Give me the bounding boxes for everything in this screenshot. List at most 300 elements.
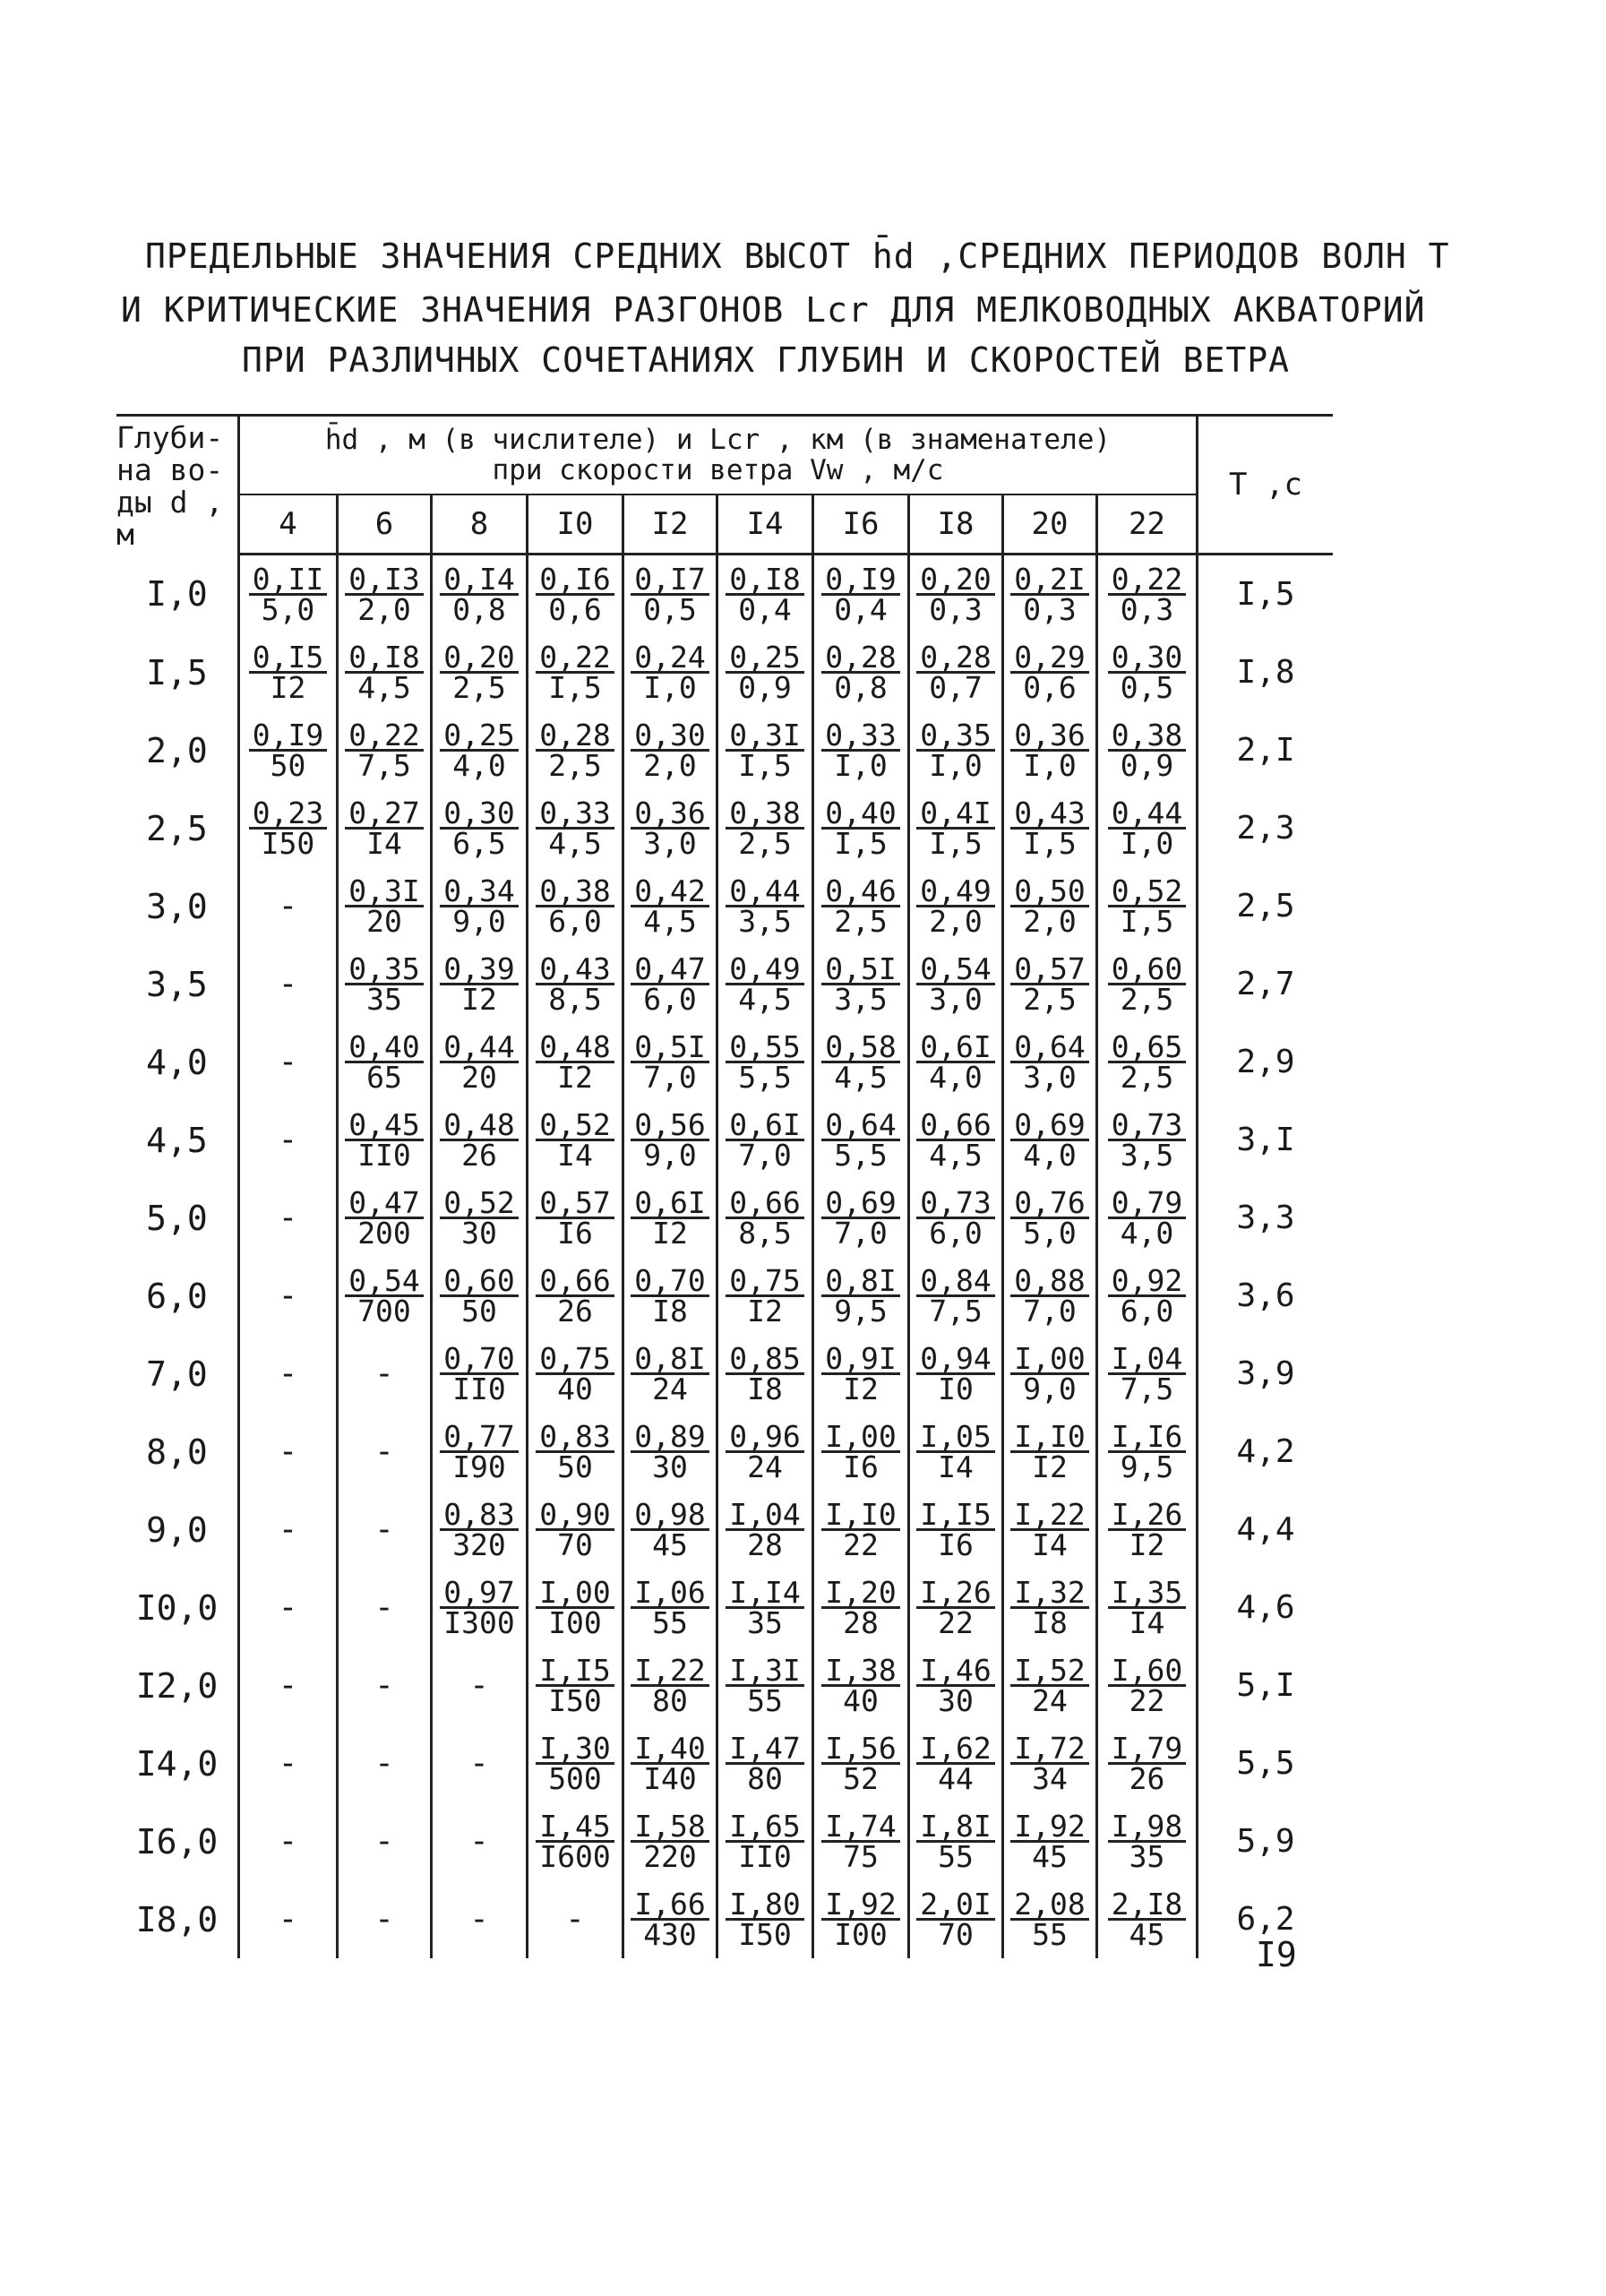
fraction-cell bbox=[623, 867, 717, 945]
fraction-cell bbox=[432, 867, 528, 945]
wave-height: 0,28 bbox=[821, 643, 899, 674]
wave-height: I,I4 bbox=[726, 1578, 803, 1609]
wave-height: I,05 bbox=[916, 1423, 994, 1453]
fraction-cell bbox=[1003, 1023, 1097, 1101]
critical-fetch: 22 bbox=[1129, 1683, 1165, 1718]
fraction-cell bbox=[1003, 1569, 1097, 1647]
wave-height: 0,85 bbox=[726, 1345, 803, 1375]
table-row bbox=[116, 1413, 1333, 1491]
wave-height: 0,76 bbox=[1010, 1189, 1088, 1219]
fraction-cell bbox=[1097, 555, 1198, 634]
fraction bbox=[726, 1029, 803, 1095]
fraction-cell bbox=[623, 1880, 717, 1958]
critical-fetch: 0,8 bbox=[452, 592, 506, 627]
critical-fetch: 24 bbox=[747, 1449, 783, 1484]
wave-height: I,92 bbox=[821, 1890, 899, 1921]
critical-fetch: 4,5 bbox=[929, 1138, 983, 1173]
critical-fetch: 20 bbox=[461, 1060, 497, 1095]
critical-fetch: 2,5 bbox=[834, 904, 888, 939]
fraction-cell bbox=[717, 1647, 813, 1724]
critical-fetch: 7,0 bbox=[643, 1060, 697, 1095]
fraction bbox=[1108, 1185, 1186, 1251]
fraction bbox=[536, 1809, 614, 1874]
fraction-cell bbox=[432, 789, 528, 867]
fraction bbox=[726, 951, 803, 1017]
depth-value: I0,0 bbox=[135, 1587, 219, 1628]
fraction bbox=[345, 640, 423, 705]
period-value: 2,3 bbox=[1236, 810, 1295, 847]
depth-value: 4,0 bbox=[146, 1042, 208, 1082]
fraction-cell bbox=[528, 1724, 623, 1802]
fraction bbox=[916, 1029, 994, 1095]
wave-height: I,79 bbox=[1108, 1734, 1186, 1765]
wave-height: I,04 bbox=[726, 1501, 803, 1531]
wave-height: 0,55 bbox=[726, 1033, 803, 1063]
fraction bbox=[440, 1107, 518, 1173]
empty-cell bbox=[432, 1647, 528, 1724]
dash: - bbox=[278, 1277, 298, 1314]
fraction bbox=[536, 1263, 614, 1329]
wave-height: I,00 bbox=[1010, 1345, 1088, 1375]
critical-fetch: 0,6 bbox=[548, 592, 602, 627]
fraction bbox=[726, 1887, 803, 1952]
fraction bbox=[1108, 951, 1186, 1017]
fraction bbox=[345, 1107, 423, 1173]
critical-fetch: 40 bbox=[843, 1683, 879, 1718]
fraction-cell bbox=[528, 867, 623, 945]
page-number: I9 bbox=[1256, 1935, 1297, 1974]
wave-height: I,I5 bbox=[536, 1656, 614, 1687]
critical-fetch: I300 bbox=[443, 1605, 515, 1640]
critical-fetch: I8 bbox=[747, 1372, 783, 1406]
fraction bbox=[916, 873, 994, 939]
fraction bbox=[821, 640, 899, 705]
fraction bbox=[821, 1653, 899, 1718]
fraction-cell bbox=[909, 1257, 1003, 1335]
fraction-cell bbox=[813, 1413, 909, 1491]
fraction bbox=[440, 1185, 518, 1251]
wave-height: 2,0I bbox=[916, 1890, 994, 1921]
wave-height: I,22 bbox=[1010, 1501, 1088, 1531]
critical-fetch: I600 bbox=[539, 1839, 611, 1874]
fraction bbox=[345, 795, 423, 861]
critical-fetch: I2 bbox=[270, 670, 306, 705]
fraction bbox=[631, 1731, 709, 1796]
wave-height: 0,20 bbox=[440, 643, 518, 674]
critical-fetch: I50 bbox=[738, 1917, 792, 1952]
empty-cell bbox=[338, 1802, 432, 1880]
fraction bbox=[821, 873, 899, 939]
fraction-cell bbox=[813, 1880, 909, 1958]
table-row bbox=[116, 1335, 1333, 1413]
fraction-cell bbox=[717, 711, 813, 789]
wave-height: I,47 bbox=[726, 1734, 803, 1765]
fraction bbox=[440, 640, 518, 705]
table-body bbox=[116, 555, 1333, 1959]
table-row bbox=[116, 1491, 1333, 1569]
speed-header: 22 bbox=[1097, 494, 1198, 555]
critical-fetch: 45 bbox=[652, 1527, 688, 1562]
critical-fetch: 2,5 bbox=[1120, 1060, 1174, 1095]
critical-fetch: 3,0 bbox=[1023, 1060, 1077, 1095]
speed-header: I6 bbox=[813, 494, 909, 555]
critical-fetch: I4 bbox=[366, 826, 402, 861]
critical-fetch: I40 bbox=[643, 1761, 697, 1796]
fraction-cell bbox=[623, 711, 717, 789]
critical-fetch: 9,0 bbox=[643, 1138, 697, 1173]
wave-height: 0,96 bbox=[726, 1423, 803, 1453]
critical-fetch: I6 bbox=[557, 1216, 593, 1251]
fraction-cell bbox=[813, 633, 909, 711]
wave-height: 0,48 bbox=[440, 1111, 518, 1141]
period-value: I,8 bbox=[1236, 654, 1295, 691]
wave-height: 0,22 bbox=[1108, 565, 1186, 596]
wave-height: 0,73 bbox=[916, 1189, 994, 1219]
fraction-cell bbox=[1003, 1802, 1097, 1880]
fraction-cell bbox=[1097, 633, 1198, 711]
period-value: 4,4 bbox=[1236, 1511, 1295, 1548]
critical-fetch: 6,0 bbox=[1120, 1294, 1174, 1329]
fraction bbox=[821, 951, 899, 1017]
wave-height: 0,6I bbox=[631, 1189, 709, 1219]
fraction bbox=[821, 1419, 899, 1484]
fraction-cell bbox=[239, 789, 338, 867]
wave-height: I,98 bbox=[1108, 1812, 1186, 1843]
critical-fetch: 9,0 bbox=[1023, 1372, 1077, 1406]
table-row bbox=[116, 1179, 1333, 1257]
speed-header: I8 bbox=[909, 494, 1003, 555]
fraction bbox=[1010, 562, 1088, 627]
critical-fetch: 35 bbox=[747, 1605, 783, 1640]
dash: - bbox=[278, 1511, 298, 1548]
depth-value: 2,0 bbox=[146, 730, 208, 770]
wave-height: I,04 bbox=[1108, 1345, 1186, 1375]
critical-fetch: 6,0 bbox=[929, 1216, 983, 1251]
depth-value: 6,0 bbox=[146, 1276, 208, 1316]
fraction bbox=[1010, 1185, 1088, 1251]
wave-height: 0,69 bbox=[1010, 1111, 1088, 1141]
speed-header: 6 bbox=[338, 494, 432, 555]
fraction bbox=[440, 1263, 518, 1329]
fraction-cell bbox=[432, 1257, 528, 1335]
fraction bbox=[726, 640, 803, 705]
fraction-cell bbox=[623, 789, 717, 867]
fraction bbox=[726, 1575, 803, 1640]
critical-fetch: 320 bbox=[452, 1527, 506, 1562]
fraction bbox=[916, 1731, 994, 1796]
wave-height: 0,I9 bbox=[821, 565, 899, 596]
wave-height: 0,56 bbox=[631, 1111, 709, 1141]
period-value: I,5 bbox=[1236, 576, 1295, 613]
wave-height: 0,I5 bbox=[249, 643, 327, 674]
fraction-cell bbox=[338, 711, 432, 789]
table-row bbox=[116, 633, 1333, 711]
fraction-cell bbox=[909, 1569, 1003, 1647]
fraction bbox=[1010, 1107, 1088, 1173]
fraction bbox=[536, 1341, 614, 1406]
fraction-cell bbox=[909, 789, 1003, 867]
table-row bbox=[116, 867, 1333, 945]
critical-fetch: 3,0 bbox=[929, 982, 983, 1017]
critical-fetch: 5,5 bbox=[738, 1060, 792, 1095]
critical-fetch: 4,5 bbox=[357, 670, 411, 705]
fraction bbox=[726, 1341, 803, 1406]
fraction-cell bbox=[528, 633, 623, 711]
fraction-cell bbox=[1097, 1257, 1198, 1335]
depth-value: 9,0 bbox=[146, 1509, 208, 1550]
critical-fetch: I50 bbox=[261, 826, 315, 861]
fraction-cell bbox=[813, 555, 909, 634]
critical-fetch: 2,0 bbox=[1023, 904, 1077, 939]
critical-fetch: 35 bbox=[366, 982, 402, 1017]
fraction bbox=[631, 1575, 709, 1640]
critical-fetch: I50 bbox=[548, 1683, 602, 1718]
fraction bbox=[440, 951, 518, 1017]
critical-fetch: 430 bbox=[643, 1917, 697, 1952]
critical-fetch: 30 bbox=[461, 1216, 497, 1251]
wave-height: I,65 bbox=[726, 1812, 803, 1843]
critical-fetch: 28 bbox=[843, 1605, 879, 1640]
wave-height: 0,70 bbox=[440, 1345, 518, 1375]
empty-cell bbox=[239, 1257, 338, 1335]
fraction bbox=[536, 1731, 614, 1796]
dash: - bbox=[469, 1667, 489, 1704]
fraction-cell bbox=[813, 1491, 909, 1569]
fraction bbox=[345, 562, 423, 627]
fraction bbox=[821, 562, 899, 627]
speed-header: I4 bbox=[717, 494, 813, 555]
dash: - bbox=[565, 1901, 585, 1938]
wave-height: 0,I8 bbox=[726, 565, 803, 596]
table-row bbox=[116, 1023, 1333, 1101]
wave-height: 0,5I bbox=[821, 955, 899, 985]
fraction bbox=[726, 718, 803, 783]
table-row bbox=[116, 711, 1333, 789]
wave-height: 0,2I bbox=[1010, 565, 1088, 596]
speed-header: 20 bbox=[1003, 494, 1097, 555]
fraction-cell bbox=[1003, 1335, 1097, 1413]
fraction bbox=[1108, 562, 1186, 627]
fraction-cell bbox=[909, 1179, 1003, 1257]
critical-fetch: I6 bbox=[843, 1449, 879, 1484]
dash: - bbox=[374, 1823, 394, 1860]
speed-header: 8 bbox=[432, 494, 528, 555]
fraction bbox=[821, 1341, 899, 1406]
critical-fetch: 20 bbox=[366, 904, 402, 939]
critical-fetch: I2 bbox=[1129, 1527, 1165, 1562]
critical-fetch: 2,0 bbox=[643, 748, 697, 783]
fraction bbox=[726, 1263, 803, 1329]
fraction-cell bbox=[432, 1179, 528, 1257]
fraction-cell bbox=[623, 1335, 717, 1413]
period-value: 4,2 bbox=[1236, 1433, 1295, 1470]
critical-fetch: I,0 bbox=[834, 748, 888, 783]
critical-fetch: 6,0 bbox=[643, 982, 697, 1017]
dash: - bbox=[278, 888, 298, 924]
wave-height: 0,77 bbox=[440, 1423, 518, 1453]
fraction-cell bbox=[813, 1647, 909, 1724]
wave-height: 0,90 bbox=[536, 1501, 614, 1531]
critical-fetch: 0,8 bbox=[834, 670, 888, 705]
period-value: 2,9 bbox=[1236, 1044, 1295, 1080]
wave-height: 0,34 bbox=[440, 877, 518, 907]
critical-fetch: I00 bbox=[834, 1917, 888, 1952]
fraction bbox=[249, 562, 327, 627]
fraction-cell bbox=[432, 1023, 528, 1101]
critical-fetch: 0,6 bbox=[1023, 670, 1077, 705]
wave-height: 0,22 bbox=[345, 721, 423, 752]
fraction-cell bbox=[623, 633, 717, 711]
dash: - bbox=[278, 1433, 298, 1470]
critical-fetch: I90 bbox=[452, 1449, 506, 1484]
wave-height: 0,43 bbox=[1010, 799, 1088, 830]
fraction bbox=[440, 562, 518, 627]
fraction bbox=[1010, 1575, 1088, 1640]
fraction bbox=[1108, 1809, 1186, 1874]
dash: - bbox=[469, 1901, 489, 1938]
fraction bbox=[726, 1185, 803, 1251]
wave-height: I,72 bbox=[1010, 1734, 1088, 1765]
fraction-cell bbox=[717, 789, 813, 867]
fraction-cell bbox=[338, 555, 432, 634]
table-row bbox=[116, 1880, 1333, 1958]
critical-fetch: 52 bbox=[843, 1761, 879, 1796]
critical-fetch: 70 bbox=[557, 1527, 593, 1562]
wave-height: I,26 bbox=[916, 1578, 994, 1609]
fraction-cell bbox=[338, 1023, 432, 1101]
fraction-cell bbox=[1097, 1101, 1198, 1179]
fraction bbox=[440, 718, 518, 783]
wave-height: I,I0 bbox=[1010, 1423, 1088, 1453]
depth-value: I,5 bbox=[146, 652, 208, 692]
fraction-cell bbox=[432, 555, 528, 634]
fraction bbox=[1108, 1029, 1186, 1095]
fraction-cell bbox=[1097, 1569, 1198, 1647]
empty-cell bbox=[239, 1647, 338, 1724]
fraction-cell bbox=[813, 1802, 909, 1880]
wave-height: 0,52 bbox=[1108, 877, 1186, 907]
fraction bbox=[1010, 873, 1088, 939]
empty-cell bbox=[239, 1880, 338, 1958]
critical-fetch: 0,5 bbox=[643, 592, 697, 627]
critical-fetch: I2 bbox=[652, 1216, 688, 1251]
wave-height: 0,52 bbox=[440, 1189, 518, 1219]
fraction-cell bbox=[813, 1335, 909, 1413]
wave-height: 0,35 bbox=[916, 721, 994, 752]
wave-height: 0,23 bbox=[249, 799, 327, 830]
period-value: 3,6 bbox=[1236, 1277, 1295, 1314]
critical-fetch: 45 bbox=[1129, 1917, 1165, 1952]
fraction bbox=[345, 873, 423, 939]
critical-fetch: 45 bbox=[1032, 1839, 1068, 1874]
fraction bbox=[1108, 1887, 1186, 1952]
fraction bbox=[1010, 1419, 1088, 1484]
period-value: 2,I bbox=[1236, 732, 1295, 769]
dash: - bbox=[374, 1667, 394, 1704]
wave-height: 0,6I bbox=[916, 1033, 994, 1063]
fraction bbox=[536, 795, 614, 861]
critical-fetch: I0 bbox=[938, 1372, 974, 1406]
wave-height: 0,66 bbox=[726, 1189, 803, 1219]
empty-cell bbox=[239, 1491, 338, 1569]
fraction bbox=[631, 1419, 709, 1484]
fraction-cell bbox=[623, 1647, 717, 1724]
fraction-cell bbox=[239, 555, 338, 634]
fraction bbox=[821, 1497, 899, 1562]
fraction-cell bbox=[623, 1023, 717, 1101]
table-row bbox=[116, 945, 1333, 1023]
wave-height: 0,98 bbox=[631, 1501, 709, 1531]
wave-height: 0,47 bbox=[345, 1189, 423, 1219]
empty-cell bbox=[239, 1101, 338, 1179]
fraction bbox=[536, 1419, 614, 1484]
wave-height: 0,94 bbox=[916, 1345, 994, 1375]
wave-height: I,8I bbox=[916, 1812, 994, 1843]
empty-cell bbox=[239, 1023, 338, 1101]
wave-height: 0,I8 bbox=[345, 643, 423, 674]
critical-fetch: 26 bbox=[461, 1138, 497, 1173]
fraction-cell bbox=[1097, 1413, 1198, 1491]
dash: - bbox=[278, 1823, 298, 1860]
critical-fetch: 4,5 bbox=[548, 826, 602, 861]
speed-row bbox=[116, 494, 1333, 555]
fraction-cell bbox=[623, 1413, 717, 1491]
fraction-cell bbox=[909, 1023, 1003, 1101]
wave-height: 0,36 bbox=[1010, 721, 1088, 752]
wave-height: 0,43 bbox=[536, 955, 614, 985]
fraction-cell bbox=[1003, 1724, 1097, 1802]
empty-cell bbox=[239, 1802, 338, 1880]
fraction bbox=[1108, 1731, 1186, 1796]
table-row bbox=[116, 1802, 1333, 1880]
fraction bbox=[1108, 1341, 1186, 1406]
critical-fetch: I,5 bbox=[1023, 826, 1077, 861]
fraction bbox=[631, 1653, 709, 1718]
wave-height: 2,08 bbox=[1010, 1890, 1088, 1921]
wave-height: I,66 bbox=[631, 1890, 709, 1921]
wave-height: I,22 bbox=[631, 1656, 709, 1687]
dash: - bbox=[374, 1901, 394, 1938]
fraction-cell bbox=[813, 1569, 909, 1647]
depth-value: 3,5 bbox=[146, 964, 208, 1004]
fraction-cell bbox=[623, 555, 717, 634]
critical-fetch: 30 bbox=[652, 1449, 688, 1484]
wave-height: I,40 bbox=[631, 1734, 709, 1765]
fraction bbox=[916, 1887, 994, 1952]
critical-fetch: 3,0 bbox=[643, 826, 697, 861]
critical-fetch: 3,5 bbox=[738, 904, 792, 939]
fraction bbox=[631, 1341, 709, 1406]
critical-fetch: 30 bbox=[938, 1683, 974, 1718]
dash: - bbox=[278, 1044, 298, 1080]
fraction-cell bbox=[717, 1335, 813, 1413]
fraction bbox=[916, 1341, 994, 1406]
critical-fetch: 24 bbox=[652, 1372, 688, 1406]
fraction bbox=[1010, 1809, 1088, 1874]
speed-header: I2 bbox=[623, 494, 717, 555]
wave-height: 0,65 bbox=[1108, 1033, 1186, 1063]
critical-fetch: 7,0 bbox=[834, 1216, 888, 1251]
critical-fetch: I2 bbox=[747, 1294, 783, 1329]
fraction-cell bbox=[717, 1880, 813, 1958]
fraction-cell bbox=[1003, 633, 1097, 711]
fraction bbox=[536, 640, 614, 705]
fraction bbox=[345, 718, 423, 783]
critical-fetch: 4,0 bbox=[929, 1060, 983, 1095]
critical-fetch: 0,3 bbox=[929, 592, 983, 627]
fraction-cell bbox=[528, 945, 623, 1023]
fraction-cell bbox=[623, 1491, 717, 1569]
